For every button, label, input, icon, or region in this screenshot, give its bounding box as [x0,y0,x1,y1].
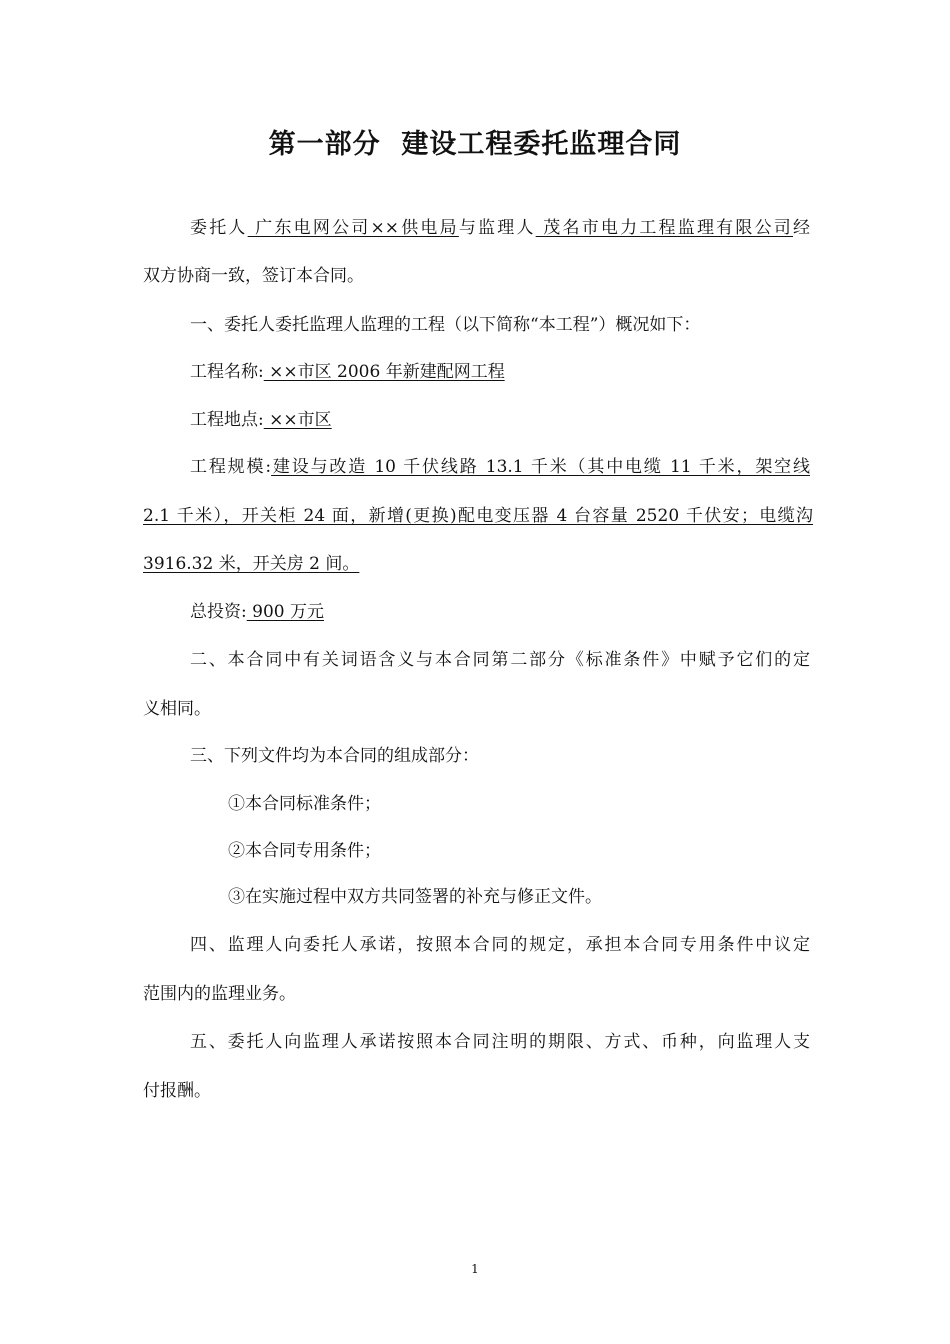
project-scale-text-3: 3916.32 米，开关房 2 间。 [143,554,360,574]
project-scale-text-2: 2.1 千米），开关柜 24 面，新增(更换)配电变压器 4 台容量 2520 千伏安；电缆沟 [143,506,813,526]
section3-item-1: ①本合同标准条件； [228,794,381,814]
intro-line-1 [190,213,810,243]
section5-line-1: 五、委托人向监理人承诺按照本合同注明的期限、方式、币种，向监理人支 [190,1032,810,1052]
project-scale-line-3 [143,549,813,579]
investment-value: 900 万元 [246,602,324,622]
page-title: 第一部分 建设工程委托监理合同 [268,129,682,160]
project-scale-line-1 [190,452,810,482]
section3-item-3: ③在实施过程中双方共同签署的补充与修正文件。 [228,887,602,907]
project-scale-label: 工程规模: [190,457,272,477]
project-name-value: ××市区 2006 年新建配网工程 [263,362,505,382]
supervisor-name: 茂名市电力工程监理有限公司 [535,218,794,238]
investment-label: 总投资: [190,602,247,622]
section2-line-2: 义相同。 [143,699,211,719]
section4-line-1: 四、监理人向委托人承诺，按照本合同的规定，承担本合同专用条件中议定 [190,935,810,955]
intro-mid: 与监理人 [458,218,536,238]
project-name-label: 工程名称: [190,362,264,382]
client-name: 广东电网公司××供电局 [247,218,459,238]
project-scale-line-2 [143,501,813,531]
section4-line-2: 范围内的监理业务。 [143,984,296,1004]
section2-line-1: 二、本合同中有关词语含义与本合同第二部分《标准条件》中赋予它们的定 [190,650,810,670]
project-scale-text-1: 建设与改造 10 千伏线路 13.1 千米（其中电缆 11 千米，架空线 [271,457,810,477]
intro-prefix: 委托人 [190,218,248,238]
project-name-line [190,357,810,387]
project-location-value: ××市区 [263,410,332,430]
section1-heading: 一、委托人委托监理人监理的工程（以下简称“本工程”）概况如下： [190,315,701,335]
intro-line-2: 双方协商一致，签订本合同。 [143,266,364,286]
section5-line-2: 付报酬。 [143,1081,211,1101]
project-location-line [190,405,810,435]
section3-heading: 三、下列文件均为本合同的组成部分： [190,746,479,766]
investment-line [190,597,810,627]
section3-item-2: ②本合同专用条件； [228,841,381,861]
project-location-label: 工程地点: [190,410,264,430]
intro-suffix: 经 [793,218,811,238]
page-number: 1 [471,1262,479,1276]
